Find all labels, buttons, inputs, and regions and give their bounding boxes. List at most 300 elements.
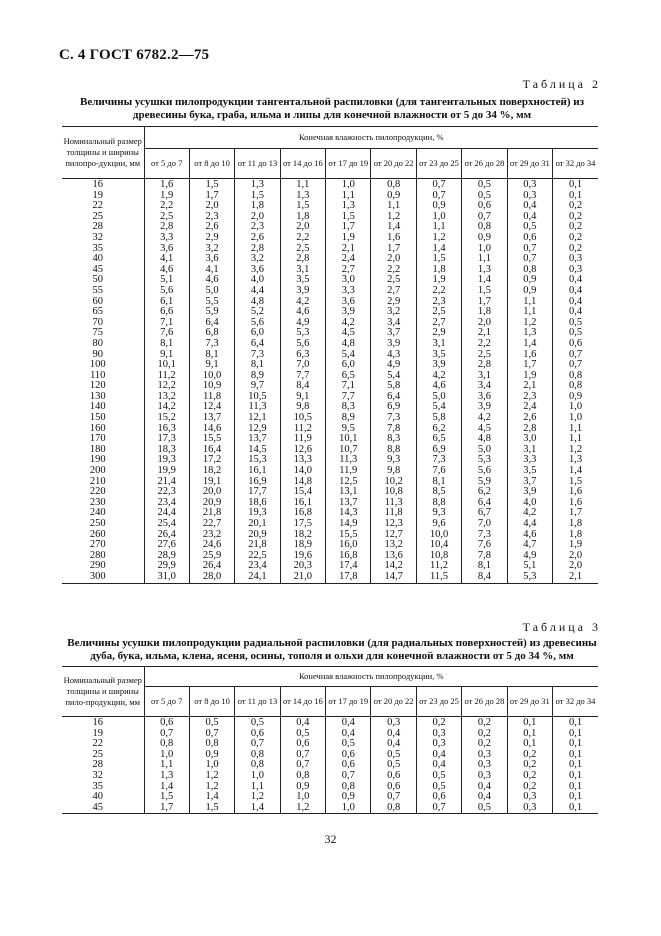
value-cell: 4,6: [280, 307, 325, 318]
value-cell: 1,9: [144, 191, 189, 202]
value-cell: 0,7: [326, 771, 371, 782]
table2-col-header: от 23 до 25: [416, 149, 461, 179]
value-cell: 10,9: [189, 381, 234, 392]
table-row: [62, 307, 598, 318]
value-cell: 19,3: [144, 455, 189, 466]
value-cell: 0,1: [553, 717, 598, 729]
value-cell: 5,0: [462, 445, 507, 456]
value-cell: 2,0: [189, 201, 234, 212]
value-cell: 0,2: [507, 750, 552, 761]
value-cell: 0,2: [462, 717, 507, 729]
value-cell: 6,4: [371, 392, 416, 403]
size-cell: 130: [62, 392, 144, 403]
value-cell: 9,8: [371, 466, 416, 477]
table-row: [62, 191, 598, 202]
value-cell: 8,3: [326, 402, 371, 413]
value-cell: 1,6: [553, 498, 598, 509]
value-cell: 0,1: [553, 782, 598, 793]
value-cell: 2,3: [416, 297, 461, 308]
size-cell: 70: [62, 318, 144, 329]
value-cell: 0,4: [507, 201, 552, 212]
value-cell: 2,9: [371, 297, 416, 308]
table-row: [62, 371, 598, 382]
value-cell: 12,1: [235, 413, 280, 424]
value-cell: 0,6: [416, 792, 461, 803]
value-cell: 1,8: [280, 212, 325, 223]
value-cell: 1,2: [280, 803, 325, 814]
value-cell: 3,1: [416, 339, 461, 350]
value-cell: 1,0: [416, 212, 461, 223]
value-cell: 20,3: [280, 561, 325, 572]
value-cell: 5,6: [144, 286, 189, 297]
value-cell: 0,5: [462, 803, 507, 814]
value-cell: 1,4: [235, 803, 280, 814]
value-cell: 14,6: [189, 424, 234, 435]
value-cell: 4,7: [507, 540, 552, 551]
size-cell: 220: [62, 487, 144, 498]
value-cell: 6,4: [462, 498, 507, 509]
value-cell: 8,3: [371, 434, 416, 445]
size-cell: 16: [62, 179, 144, 191]
value-cell: 3,3: [326, 286, 371, 297]
value-cell: 10,8: [371, 487, 416, 498]
value-cell: 0,1: [507, 729, 552, 740]
value-cell: 6,1: [144, 297, 189, 308]
table3-col-header: от 32 до 34: [553, 687, 598, 717]
table-row: [62, 244, 598, 255]
size-cell: 200: [62, 466, 144, 477]
value-cell: 3,9: [462, 402, 507, 413]
value-cell: 6,4: [235, 339, 280, 350]
value-cell: 3,1: [280, 265, 325, 276]
value-cell: 1,2: [189, 771, 234, 782]
value-cell: 19,9: [144, 466, 189, 477]
value-cell: 4,4: [235, 286, 280, 297]
value-cell: 1,7: [326, 222, 371, 233]
value-cell: 0,5: [462, 191, 507, 202]
value-cell: 0,7: [507, 244, 552, 255]
value-cell: 11,3: [235, 402, 280, 413]
size-cell: 35: [62, 244, 144, 255]
value-cell: 7,6: [416, 466, 461, 477]
table2-title: Величины усушки пилопродукции тангентальной распиловки (для тангентальных поверхностей) из древесины бука, граба, ильма и липы для конечной влажности от 5 до 34 %, мм: [79, 96, 584, 121]
table2-col0-header: Номинальный размер толщины и ширины пилопро-дукции, мм: [62, 127, 144, 179]
value-cell: 16,3: [144, 424, 189, 435]
value-cell: 0,1: [553, 803, 598, 814]
value-cell: 2,8: [235, 244, 280, 255]
value-cell: 1,5: [553, 477, 598, 488]
value-cell: 5,6: [462, 466, 507, 477]
value-cell: 13,7: [235, 434, 280, 445]
value-cell: 15,5: [326, 530, 371, 541]
value-cell: 4,8: [462, 434, 507, 445]
value-cell: 2,7: [416, 318, 461, 329]
value-cell: 0,5: [416, 771, 461, 782]
size-cell: 45: [62, 803, 144, 814]
value-cell: 0,8: [280, 771, 325, 782]
value-cell: 2,3: [235, 222, 280, 233]
table-row: [62, 413, 598, 424]
value-cell: 13,3: [280, 455, 325, 466]
value-cell: 16,4: [189, 445, 234, 456]
value-cell: 1,4: [553, 466, 598, 477]
value-cell: 8,1: [144, 339, 189, 350]
table3: [62, 666, 598, 814]
value-cell: 4,2: [280, 297, 325, 308]
value-cell: 3,9: [280, 286, 325, 297]
value-cell: 10,5: [280, 413, 325, 424]
size-cell: 19: [62, 191, 144, 202]
table2-col-header: от 20 до 22: [371, 149, 416, 179]
value-cell: 4,0: [507, 498, 552, 509]
value-cell: 0,3: [553, 265, 598, 276]
value-cell: 1,5: [280, 201, 325, 212]
value-cell: 3,6: [189, 254, 234, 265]
value-cell: 0,3: [507, 179, 552, 191]
value-cell: 1,1: [326, 191, 371, 202]
table-row: [62, 466, 598, 477]
value-cell: 0,6: [371, 771, 416, 782]
value-cell: 0,4: [416, 750, 461, 761]
table2-col-header: от 17 до 19: [326, 149, 371, 179]
size-cell: 300: [62, 572, 144, 583]
table-row: [62, 286, 598, 297]
table3-col-header: от 20 до 22: [371, 687, 416, 717]
value-cell: 0,4: [553, 275, 598, 286]
value-cell: 1,9: [326, 233, 371, 244]
value-cell: 13,7: [189, 413, 234, 424]
value-cell: 0,1: [553, 750, 598, 761]
value-cell: 24,4: [144, 508, 189, 519]
value-cell: 14,3: [326, 508, 371, 519]
value-cell: 2,7: [371, 286, 416, 297]
value-cell: 3,1: [462, 371, 507, 382]
value-cell: 21,0: [280, 572, 325, 583]
table3-col-header: от 11 до 13: [235, 687, 280, 717]
value-cell: 0,1: [553, 179, 598, 191]
value-cell: 12,7: [371, 530, 416, 541]
value-cell: 17,4: [326, 561, 371, 572]
value-cell: 2,5: [280, 244, 325, 255]
size-cell: 28: [62, 760, 144, 771]
value-cell: 1,3: [235, 179, 280, 191]
value-cell: 3,9: [326, 307, 371, 318]
value-cell: 3,2: [189, 244, 234, 255]
value-cell: 2,2: [416, 286, 461, 297]
value-cell: 0,2: [553, 244, 598, 255]
value-cell: 12,9: [235, 424, 280, 435]
value-cell: 1,5: [326, 212, 371, 223]
value-cell: 2,5: [462, 350, 507, 361]
value-cell: 21,8: [235, 540, 280, 551]
value-cell: 4,6: [416, 381, 461, 392]
table2-col-header: от 8 до 10: [189, 149, 234, 179]
value-cell: 1,1: [507, 307, 552, 318]
value-cell: 0,1: [553, 760, 598, 771]
value-cell: 1,7: [189, 191, 234, 202]
value-cell: 1,6: [553, 487, 598, 498]
value-cell: 19,3: [235, 508, 280, 519]
value-cell: 1,2: [371, 212, 416, 223]
value-cell: 7,6: [462, 540, 507, 551]
value-cell: 2,3: [507, 392, 552, 403]
value-cell: 1,0: [326, 803, 371, 814]
value-cell: 0,6: [326, 750, 371, 761]
value-cell: 5,4: [326, 350, 371, 361]
value-cell: 4,8: [235, 297, 280, 308]
value-cell: 0,7: [416, 803, 461, 814]
value-cell: 0,2: [553, 212, 598, 223]
value-cell: 2,0: [553, 561, 598, 572]
value-cell: 3,0: [326, 275, 371, 286]
size-cell: 100: [62, 360, 144, 371]
value-cell: 0,6: [235, 729, 280, 740]
value-cell: 0,5: [235, 717, 280, 729]
value-cell: 1,8: [235, 201, 280, 212]
value-cell: 2,5: [416, 307, 461, 318]
value-cell: 10,7: [326, 445, 371, 456]
value-cell: 1,4: [462, 275, 507, 286]
value-cell: 3,9: [371, 339, 416, 350]
value-cell: 1,3: [462, 265, 507, 276]
value-cell: 1,1: [553, 434, 598, 445]
value-cell: 13,6: [371, 551, 416, 562]
value-cell: 0,9: [371, 191, 416, 202]
value-cell: 8,9: [235, 371, 280, 382]
value-cell: 1,5: [189, 179, 234, 191]
value-cell: 1,8: [553, 519, 598, 530]
value-cell: 9,1: [280, 392, 325, 403]
value-cell: 9,1: [144, 350, 189, 361]
value-cell: 12,4: [189, 402, 234, 413]
value-cell: 15,3: [235, 455, 280, 466]
table3-col-header: от 29 до 31: [507, 687, 552, 717]
size-cell: 250: [62, 519, 144, 530]
value-cell: 1,0: [462, 244, 507, 255]
value-cell: 8,4: [462, 572, 507, 583]
table-row: [62, 477, 598, 488]
value-cell: 3,9: [507, 487, 552, 498]
value-cell: 1,5: [144, 792, 189, 803]
value-cell: 10,4: [416, 540, 461, 551]
value-cell: 27,6: [144, 540, 189, 551]
value-cell: 0,9: [326, 792, 371, 803]
table2-col-header: от 29 до 31: [507, 149, 552, 179]
value-cell: 2,2: [144, 201, 189, 212]
table-row: [62, 771, 598, 782]
table-row: [62, 803, 598, 814]
value-cell: 1,6: [507, 350, 552, 361]
page-number: 32: [324, 832, 337, 846]
value-cell: 16,9: [235, 477, 280, 488]
value-cell: 10,1: [144, 360, 189, 371]
value-cell: 0,6: [553, 339, 598, 350]
value-cell: 11,2: [144, 371, 189, 382]
value-cell: 0,7: [235, 739, 280, 750]
value-cell: 9,7: [235, 381, 280, 392]
value-cell: 1,8: [416, 265, 461, 276]
value-cell: 0,1: [553, 792, 598, 803]
size-cell: 60: [62, 297, 144, 308]
size-cell: 45: [62, 265, 144, 276]
value-cell: 0,4: [462, 792, 507, 803]
value-cell: 4,1: [144, 254, 189, 265]
value-cell: 11,5: [416, 572, 461, 583]
value-cell: 2,7: [326, 265, 371, 276]
value-cell: 1,2: [553, 445, 598, 456]
size-cell: 260: [62, 530, 144, 541]
value-cell: 14,9: [326, 519, 371, 530]
value-cell: 3,6: [235, 265, 280, 276]
value-cell: 4,2: [326, 318, 371, 329]
value-cell: 2,4: [326, 254, 371, 265]
value-cell: 0,3: [553, 254, 598, 265]
size-cell: 120: [62, 381, 144, 392]
value-cell: 3,4: [371, 318, 416, 329]
value-cell: 4,2: [507, 508, 552, 519]
value-cell: 0,1: [507, 739, 552, 750]
value-cell: 1,1: [462, 254, 507, 265]
value-cell: 11,3: [371, 498, 416, 509]
table3-caption: Таблица 3: [522, 620, 601, 634]
size-cell: 230: [62, 498, 144, 509]
table2-col-header: от 11 до 13: [235, 149, 280, 179]
value-cell: 8,8: [371, 445, 416, 456]
value-cell: 2,8: [462, 360, 507, 371]
value-cell: 6,3: [280, 350, 325, 361]
value-cell: 26,4: [144, 530, 189, 541]
value-cell: 9,1: [189, 360, 234, 371]
value-cell: 20,9: [235, 530, 280, 541]
value-cell: 6,4: [189, 318, 234, 329]
value-cell: 3,0: [507, 434, 552, 445]
value-cell: 1,9: [553, 540, 598, 551]
size-cell: 22: [62, 201, 144, 212]
value-cell: 4,8: [326, 339, 371, 350]
size-cell: 240: [62, 508, 144, 519]
value-cell: 0,4: [371, 729, 416, 740]
size-cell: 140: [62, 402, 144, 413]
value-cell: 0,7: [280, 750, 325, 761]
value-cell: 0,4: [326, 717, 371, 729]
value-cell: 0,9: [189, 750, 234, 761]
value-cell: 2,5: [371, 275, 416, 286]
size-cell: 290: [62, 561, 144, 572]
value-cell: 24,6: [189, 540, 234, 551]
value-cell: 3,9: [416, 360, 461, 371]
value-cell: 0,6: [144, 717, 189, 729]
value-cell: 4,4: [507, 519, 552, 530]
table2: [62, 126, 598, 584]
value-cell: 1,1: [144, 760, 189, 771]
value-cell: 10,0: [416, 530, 461, 541]
table-row: [62, 179, 598, 191]
value-cell: 0,4: [326, 729, 371, 740]
value-cell: 1,8: [462, 307, 507, 318]
value-cell: 0,2: [416, 717, 461, 729]
value-cell: 14,5: [235, 445, 280, 456]
value-cell: 6,9: [371, 402, 416, 413]
value-cell: 14,2: [144, 402, 189, 413]
table-row: [62, 729, 598, 740]
value-cell: 0,4: [553, 307, 598, 318]
value-cell: 0,3: [416, 729, 461, 740]
value-cell: 0,5: [462, 179, 507, 191]
value-cell: 0,5: [507, 222, 552, 233]
value-cell: 11,3: [326, 455, 371, 466]
table-row: [62, 265, 598, 276]
value-cell: 0,5: [553, 318, 598, 329]
value-cell: 17,2: [189, 455, 234, 466]
size-cell: 190: [62, 455, 144, 466]
value-cell: 5,9: [462, 477, 507, 488]
value-cell: 1,1: [553, 424, 598, 435]
value-cell: 0,6: [462, 201, 507, 212]
value-cell: 5,0: [416, 392, 461, 403]
value-cell: 0,5: [280, 729, 325, 740]
table-row: [62, 498, 598, 509]
value-cell: 23,4: [144, 498, 189, 509]
table-row: [62, 717, 598, 729]
value-cell: 6,9: [416, 445, 461, 456]
value-cell: 22,3: [144, 487, 189, 498]
value-cell: 2,1: [462, 328, 507, 339]
value-cell: 10,1: [326, 434, 371, 445]
value-cell: 3,1: [507, 445, 552, 456]
table-row: [62, 328, 598, 339]
value-cell: 22,5: [235, 551, 280, 562]
size-cell: 32: [62, 771, 144, 782]
size-cell: 22: [62, 739, 144, 750]
value-cell: 1,7: [507, 360, 552, 371]
value-cell: 13,2: [371, 540, 416, 551]
value-cell: 19,6: [280, 551, 325, 562]
value-cell: 11,2: [416, 561, 461, 572]
value-cell: 4,6: [144, 265, 189, 276]
value-cell: 15,5: [189, 434, 234, 445]
value-cell: 8,5: [416, 487, 461, 498]
value-cell: 0,8: [553, 381, 598, 392]
value-cell: 3,6: [326, 297, 371, 308]
table-row: [62, 201, 598, 212]
value-cell: 4,2: [462, 413, 507, 424]
value-cell: 0,4: [371, 739, 416, 750]
value-cell: 4,6: [507, 530, 552, 541]
value-cell: 2,1: [326, 244, 371, 255]
table2-col-header: от 26 до 28: [462, 149, 507, 179]
value-cell: 0,6: [371, 782, 416, 793]
value-cell: 7,3: [416, 455, 461, 466]
value-cell: 0,7: [553, 350, 598, 361]
value-cell: 5,2: [235, 307, 280, 318]
value-cell: 23,4: [235, 561, 280, 572]
value-cell: 2,2: [280, 233, 325, 244]
value-cell: 20,1: [235, 519, 280, 530]
size-cell: 55: [62, 286, 144, 297]
value-cell: 2,2: [462, 339, 507, 350]
value-cell: 1,4: [507, 339, 552, 350]
value-cell: 18,9: [280, 540, 325, 551]
value-cell: 0,5: [416, 782, 461, 793]
value-cell: 1,9: [507, 371, 552, 382]
value-cell: 9,3: [371, 455, 416, 466]
value-cell: 6,7: [462, 508, 507, 519]
value-cell: 1,7: [462, 297, 507, 308]
size-cell: 65: [62, 307, 144, 318]
table-row: [62, 318, 598, 329]
value-cell: 18,2: [189, 466, 234, 477]
value-cell: 18,2: [280, 530, 325, 541]
